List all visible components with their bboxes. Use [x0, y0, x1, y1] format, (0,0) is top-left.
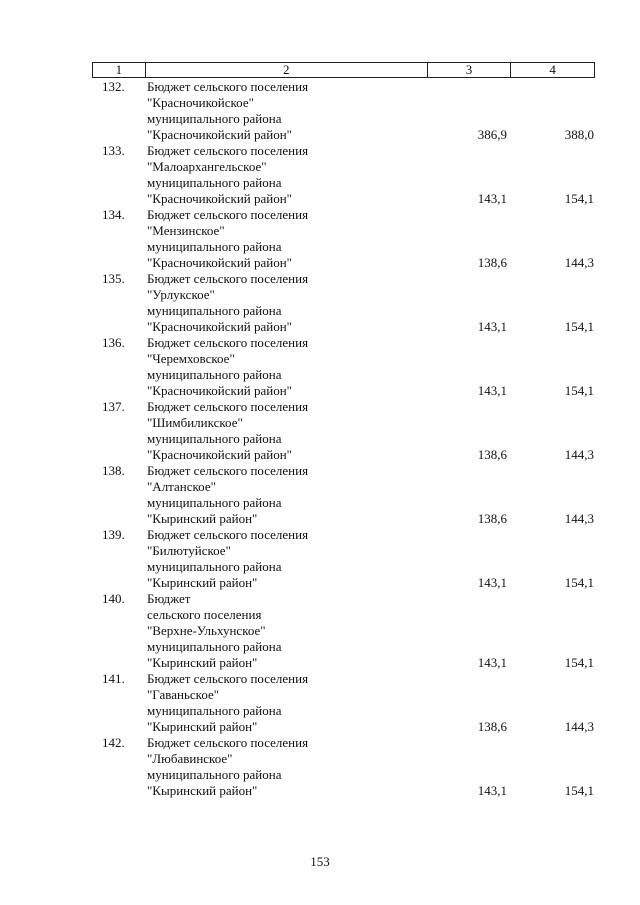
row-description	[147, 143, 427, 207]
table-row	[0, 463, 640, 527]
value-col-4: 144,3	[564, 719, 594, 734]
value-col-4: 154,1	[564, 383, 594, 398]
value-col-3: 143,1	[477, 319, 507, 334]
header-col-4: 4	[549, 62, 556, 77]
row-description	[147, 463, 427, 527]
table-row	[0, 335, 640, 399]
description-line: Бюджет сельского поселения	[147, 463, 309, 478]
value-col-3: 138,6	[477, 447, 507, 462]
header-col-2: 2	[146, 63, 428, 77]
value-col-4: 144,3	[564, 511, 594, 526]
table-row	[0, 671, 640, 735]
description-line: "Кыринский район"	[147, 511, 258, 526]
value-col-3: 386,9	[477, 127, 507, 142]
description-line: муниципального района	[147, 639, 282, 654]
value-col-3: 138,6	[477, 255, 507, 270]
description-line: Бюджет сельского поселения	[147, 671, 309, 686]
page-number: 153	[310, 854, 330, 869]
row-description	[147, 207, 427, 271]
table-row	[0, 207, 640, 271]
value-col-3: 138,6	[477, 511, 507, 526]
description-line: сельского поселения	[147, 607, 262, 622]
description-line: "Кыринский район"	[147, 719, 258, 734]
description-line: муниципального района	[147, 367, 282, 382]
value-col-3: 143,1	[477, 383, 507, 398]
description-line: "Красночикойский район"	[147, 383, 292, 398]
table-header	[92, 62, 595, 78]
row-number: 134.	[102, 207, 125, 222]
value-col-4: 154,1	[564, 191, 594, 206]
description-line: муниципального района	[147, 303, 282, 318]
description-line: муниципального района	[147, 703, 282, 718]
table-row	[0, 527, 640, 591]
row-number: 139.	[102, 527, 125, 542]
value-col-4: 154,1	[564, 319, 594, 334]
description-line: "Кыринский район"	[147, 655, 258, 670]
value-col-4: 144,3	[564, 447, 594, 462]
row-description	[147, 335, 427, 399]
description-line: "Красночикойский район"	[147, 127, 292, 142]
row-description	[147, 735, 427, 799]
description-line: Бюджет сельского поселения	[147, 207, 309, 222]
description-line: "Любавинское"	[147, 751, 233, 766]
value-col-4: 154,1	[564, 575, 594, 590]
row-number: 138.	[102, 463, 125, 478]
table-row	[0, 271, 640, 335]
description-line: "Кыринский район"	[147, 783, 258, 798]
description-line: "Кыринский район"	[147, 575, 258, 590]
description-line: "Красночикойский район"	[147, 319, 292, 334]
description-line: "Урлукское"	[147, 287, 215, 302]
description-line: "Гаваньское"	[147, 687, 220, 702]
header-col-3: 3	[428, 63, 512, 77]
value-col-3: 138,6	[477, 719, 507, 734]
description-line: Бюджет сельского поселения	[147, 399, 309, 414]
value-col-4: 388,0	[564, 127, 594, 142]
description-line: муниципального района	[147, 175, 282, 190]
description-line: Бюджет сельского поселения	[147, 335, 309, 350]
table-row	[0, 79, 640, 143]
value-col-3: 143,1	[477, 655, 507, 670]
description-line: Бюджет сельского поселения	[147, 271, 309, 286]
description-line: Бюджет	[147, 591, 191, 606]
value-col-4: 154,1	[564, 783, 594, 798]
description-line: муниципального района	[147, 559, 282, 574]
row-number: 136.	[102, 335, 125, 350]
row-number: 137.	[102, 399, 125, 414]
row-number: 132.	[102, 79, 125, 94]
description-line: муниципального района	[147, 431, 282, 446]
description-line: "Мензинское"	[147, 223, 225, 238]
table-row	[0, 399, 640, 463]
description-line: "Красночикойское"	[147, 95, 254, 110]
row-number: 141.	[102, 671, 125, 686]
description-line: "Верхне-Ульхунское"	[147, 623, 266, 638]
row-description	[147, 399, 427, 463]
description-line: Бюджет сельского поселения	[147, 735, 309, 750]
table-row	[0, 591, 640, 671]
header-col-1: 1	[93, 63, 146, 77]
row-description	[147, 271, 427, 335]
description-line: муниципального района	[147, 495, 282, 510]
row-description	[147, 591, 427, 671]
description-line: муниципального района	[147, 239, 282, 254]
description-line: "Красночикойский район"	[147, 255, 292, 270]
description-line: Бюджет сельского поселения	[147, 79, 309, 94]
value-col-4: 144,3	[564, 255, 594, 270]
table-row	[0, 735, 640, 799]
row-number: 142.	[102, 735, 125, 750]
description-line: "Красночикойский район"	[147, 191, 292, 206]
table-row	[0, 143, 640, 207]
value-col-3: 143,1	[477, 575, 507, 590]
description-line: Бюджет сельского поселения	[147, 527, 309, 542]
row-description	[147, 527, 427, 591]
row-description	[147, 671, 427, 735]
description-line: "Малоархангельское"	[147, 159, 267, 174]
value-col-3: 143,1	[477, 191, 507, 206]
row-number: 133.	[102, 143, 125, 158]
value-col-4: 154,1	[564, 655, 594, 670]
description-line: муниципального района	[147, 767, 282, 782]
description-line: "Билютуйское"	[147, 543, 231, 558]
row-number: 135.	[102, 271, 125, 286]
description-line: Бюджет сельского поселения	[147, 143, 309, 158]
description-line: муниципального района	[147, 111, 282, 126]
row-number: 140.	[102, 591, 125, 606]
description-line: "Алтанское"	[147, 479, 216, 494]
description-line: "Черемховское"	[147, 351, 235, 366]
description-line: "Шимбиликское"	[147, 415, 243, 430]
table-body	[0, 79, 640, 799]
value-col-3: 143,1	[477, 783, 507, 798]
row-description	[147, 79, 427, 143]
description-line: "Красночикойский район"	[147, 447, 292, 462]
